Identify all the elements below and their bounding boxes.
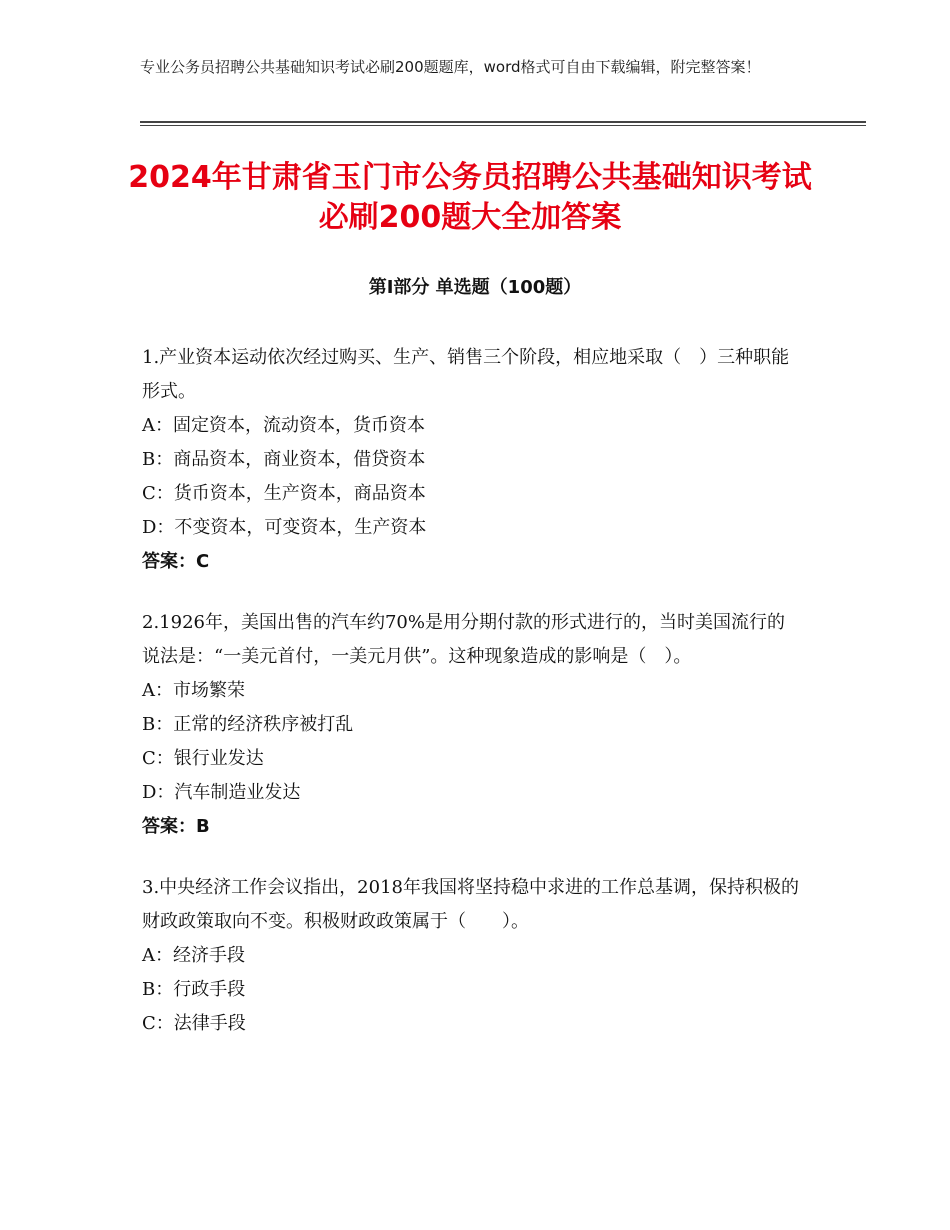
question-3 <box>142 871 802 1041</box>
question-stem: 1.产业资本运动依次经过购买、生产、销售三个阶段，相应地采取（ ）三种职能形式。 <box>142 347 790 402</box>
document-title: 2024年甘肃省玉门市公务员招聘公共基础知识考试必刷200题大全加答案 <box>128 160 812 235</box>
question-list <box>142 341 802 1068</box>
option-c: C：货币资本，生产资本，商品资本 <box>142 483 426 504</box>
question-2 <box>142 606 802 844</box>
option-d: D：汽车制造业发达 <box>142 782 301 803</box>
answer: 答案：C <box>142 551 210 572</box>
question-stem: 3.中央经济工作会议指出，2018年我国将坚持稳中求进的工作总基调，保持积极的财政政策取向不变。积极财政政策属于（ ）。 <box>142 877 799 932</box>
section-title: 第Ⅰ部分 单选题（100题） <box>368 277 582 298</box>
header-divider-thick <box>140 121 866 123</box>
option-a: A：经济手段 <box>142 945 245 966</box>
option-b: B：商品资本，商业资本，借贷资本 <box>142 449 426 470</box>
question-1 <box>142 341 802 579</box>
option-b: B：正常的经济秩序被打乱 <box>142 714 354 735</box>
option-c: C：法律手段 <box>142 1013 246 1034</box>
question-stem: 2.1926年，美国出售的汽车约70%是用分期付款的形式进行的，当时美国流行的说法是：“一美元首付，一美元月供”。这种现象造成的影响是（ ）。 <box>142 612 785 667</box>
option-c: C：银行业发达 <box>142 748 264 769</box>
header-note: 专业公务员招聘公共基础知识考试必刷200题题库，word格式可自由下载编辑，附完整答案！ <box>140 58 761 76</box>
answer: 答案：B <box>142 816 210 837</box>
option-d: D：不变资本，可变资本，生产资本 <box>142 517 427 538</box>
option-a: A：固定资本，流动资本，货币资本 <box>142 415 425 436</box>
option-a: A：市场繁荣 <box>142 680 245 701</box>
header-divider-thin <box>140 125 866 126</box>
option-b: B：行政手段 <box>142 979 246 1000</box>
